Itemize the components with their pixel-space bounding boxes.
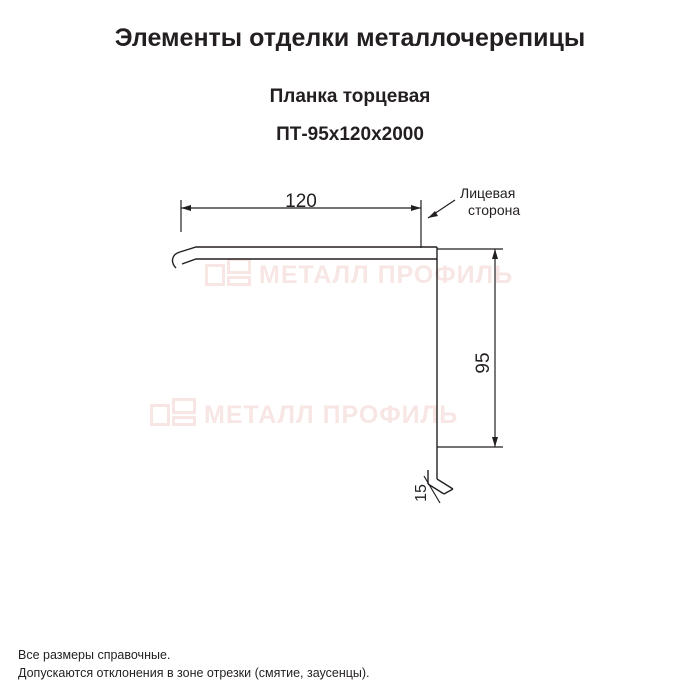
top-dim-arrow-left <box>181 205 191 211</box>
top-dim-arrow-right <box>411 205 421 211</box>
profile-bottom-return-tip <box>444 489 453 494</box>
page-title: Элементы отделки металлочерепицы <box>114 24 586 52</box>
profile-bottom-return-inner <box>428 484 444 494</box>
right-dim-arrow-bottom <box>492 437 498 447</box>
profile-bottom-return-outer <box>437 479 453 489</box>
footnote-line-1: Все размеры справочные. <box>18 647 171 662</box>
callout-label-line2: сторона <box>468 202 521 218</box>
profile-top-flange-inner <box>182 259 437 264</box>
callout-label-line1: Лицевая <box>460 185 516 201</box>
bottom-dimension-label: 15 <box>413 484 430 502</box>
footnotes <box>18 646 370 682</box>
watermark-text: МЕТАЛЛ ПРОФИЛЬ <box>259 260 514 289</box>
right-dimension-label: 95 <box>473 352 494 374</box>
watermark-text: МЕТАЛЛ ПРОФИЛЬ <box>204 400 459 429</box>
product-name: Планка торцевая <box>269 86 431 107</box>
footnote-line-2: Допускаются отклонения в зоне отрезки (смятие, заусенцы). <box>18 665 370 680</box>
product-code: ПТ-95x120x2000 <box>276 124 424 145</box>
top-dimension-label: 120 <box>285 191 317 212</box>
profile-top-flange <box>173 247 437 268</box>
right-dim-arrow-top <box>492 249 498 259</box>
